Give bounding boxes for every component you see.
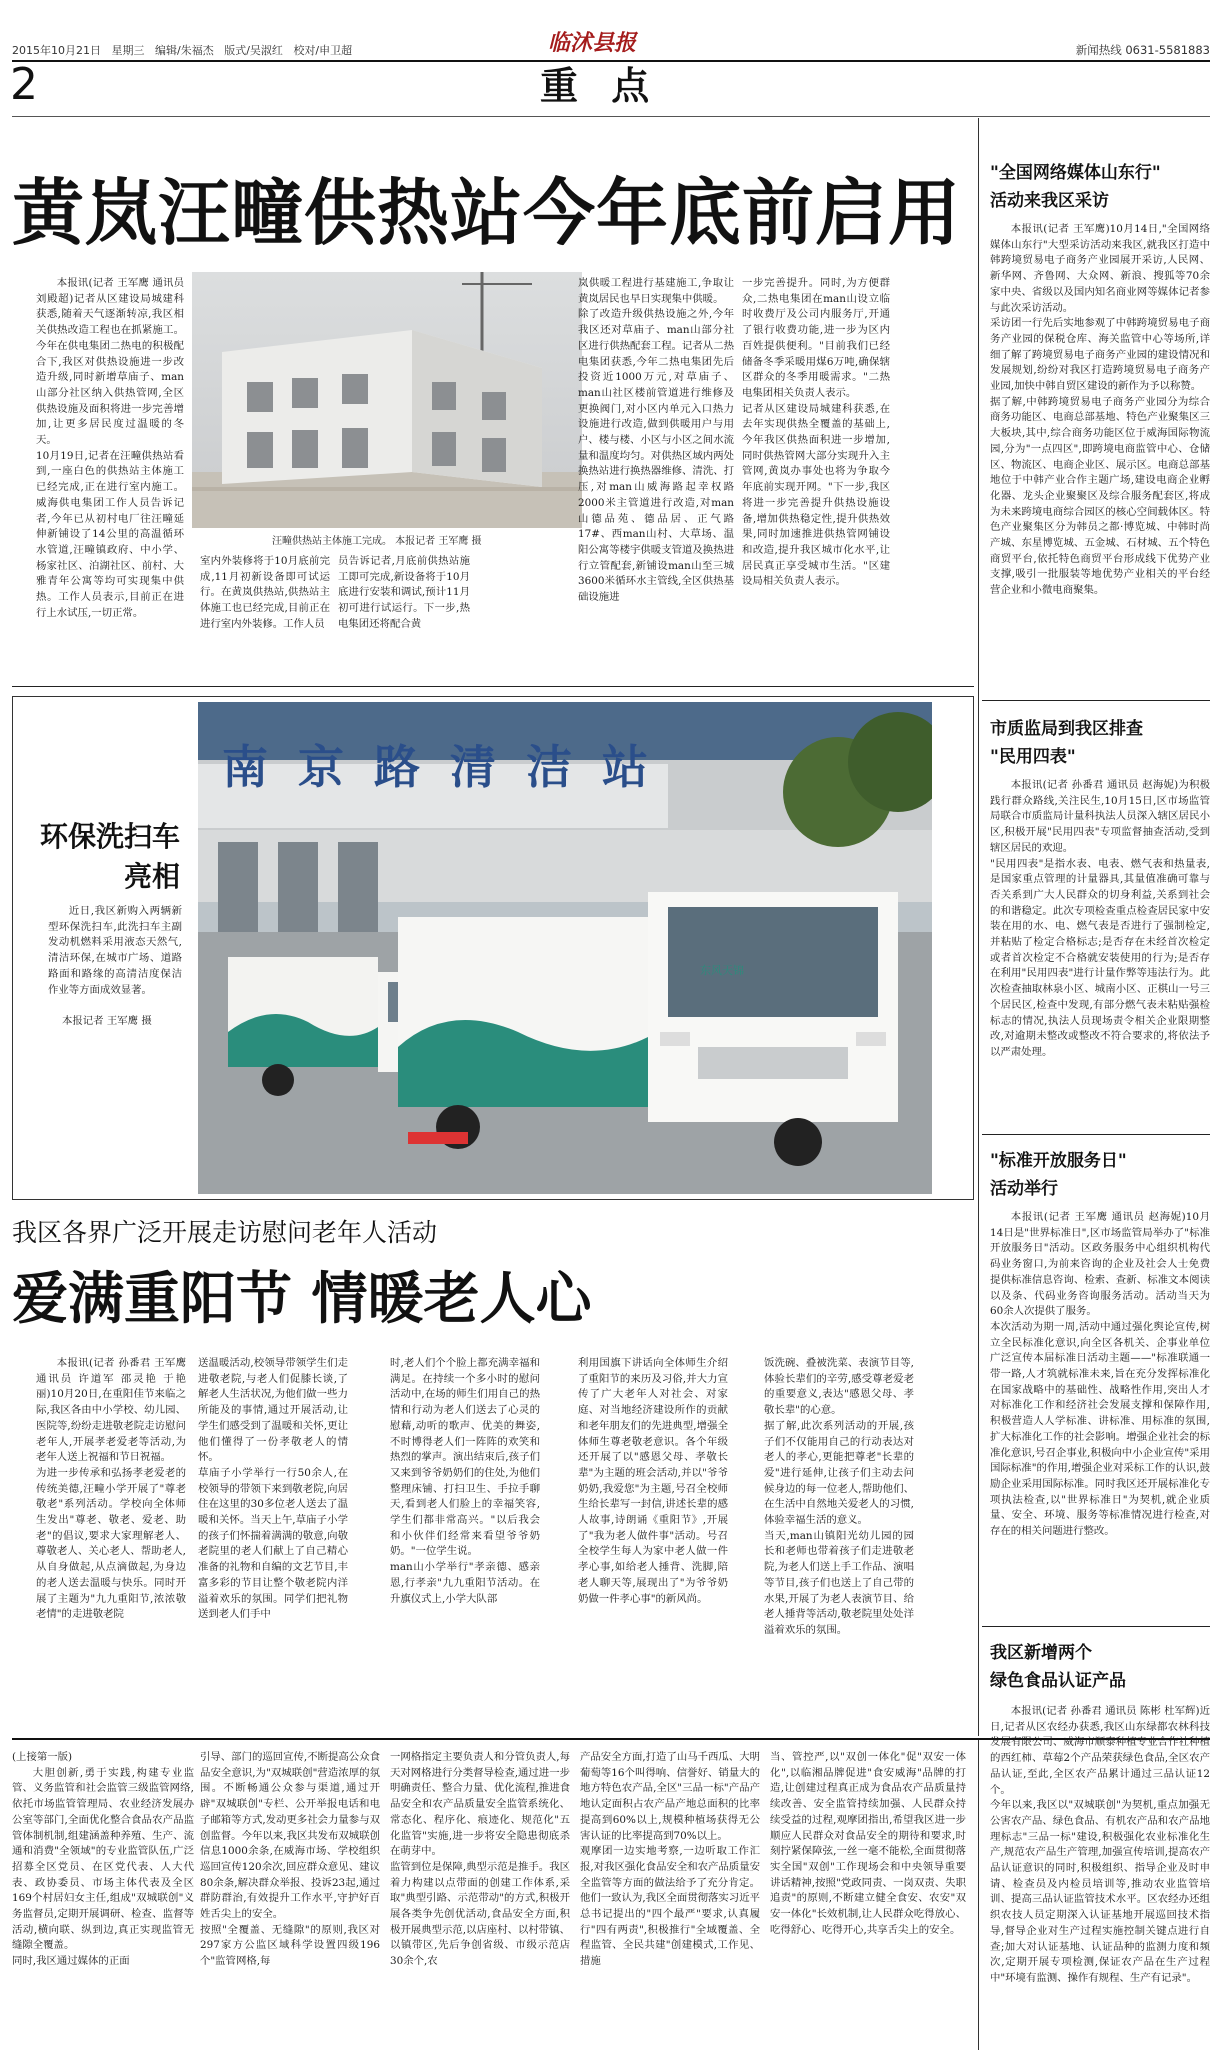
- feature-text-block: [48, 904, 182, 1012]
- bottom-col1: [12, 1750, 194, 2048]
- sidebar-s4-body: [990, 1704, 1210, 2048]
- news-hotline: 新闻热线 0631-5581883: [1075, 43, 1210, 57]
- feature-title-line2: 亮相: [123, 860, 180, 893]
- main-story-col2a: [200, 554, 330, 682]
- masthead-logo: 临沭县报: [548, 30, 637, 56]
- bottom-col3-text: 一网格指定主要负责人和分管负责人,每天对网格进行分类督导检查,通过进一步明确责任、整合力量、优化流程,推进食品安全和农产品质量安全监管系统化、常态化、程序化、痕迹化、规范化"五化监管"实施,进一步将安全隐患彻底杀在萌芽中。 监管到位是保障,典型示范是推手。我区着力构建以点带面的创建工作体系,采取"典型引路、示范带动"的方式,积极开展各类争先创优活动,食品安全方面,积极开展典型示范,以店座村、以村带镇、以镇带区,先后争创省级、市级示范店30余个,农: [390, 1751, 570, 1968]
- sidebar-s3-title-line2: 活动举行: [990, 1179, 1058, 1199]
- station-sign: 南京路清洁站: [222, 740, 678, 794]
- header-rule-2: [12, 116, 1210, 117]
- heating-photo-caption: 汪疃供热站主体施工完成。 本报记者 王军鹰 摄: [272, 536, 482, 547]
- main-story-col3: [578, 276, 734, 676]
- elder-col3-text: 时,老人们个个脸上都充满幸福和满足。在持续一个多小时的慰问活动中,在场的师生们用自己的热情和行动为老人们送去了心灵的慰藉,动听的歌声、优美的舞姿,不时博得老人们一阵阵的欢笑和热烈的掌声。演出结束后,孩子们又来到爷爷奶奶们的住处,为他们整理床铺、打扫卫生、手拉手聊天,看到老人们脸上的幸福笑容,学生们都非常高兴。"以后我会和小伙伴们经常来看望爷爷奶奶。"一位学生说。 man山小学举行"孝亲德、感亲恩,行孝亲"九九重阳节活动。在升旗仪式上,小学大队部: [390, 1357, 540, 1605]
- elder-col1-text: 本报讯(记者 孙番君 王军鹰 通讯员 许道军 邵灵艳 于艳丽)10月20日,在重阳佳节来临之际,我区各由中小学校、幼儿园、医院等,纷纷走进敬老院走访慰问老年人,开展孝老爱老等活动,为老年人送上祝福和节日祝福。 为进一步传承和弘扬孝老爱老的传统美德,汪疃小学开展了"尊老敬老"系列活动。学校向全体师生发出"尊老、敬老、爱老、助老"的倡议,要求大家理解老人、尊敬老人、关心老人、帮助老人,从自身做起,从点滴做起,为身边的老人送去温暖与快乐。同时开展了主题为"九九重阳节,浓浓敬老情"的走进敬老院: [36, 1357, 186, 1621]
- feature-title-line1: 环保洗扫车: [39, 820, 180, 853]
- sidebar-s4-title-line2: 绿色食品认证产品: [990, 1671, 1126, 1691]
- sidebar-s2-body: [990, 778, 1210, 1128]
- bottom-col1-text: 大胆创新,勇于实践,构建专业监管、义务监管和社会监管三级监管网络,依托市场监管管理局、农业经济发展办公室等部门,全面优化整合食品农产品监管体制机制,组建涵盖种养殖、生产、流通和消费"全领域"的专业监管队伍,广泛招募全区党员、在区党代表、人大代表、政协委员、市场主体代表及全区169个村居妇女主任,组成"双城联创"义务监督员,定期开展调研、检查、监督等活动,横向联、纵到边,真正实现监管无缝隙全覆盖。 同时,我区通过媒体的正面: [12, 1766, 194, 1968]
- main-story-col1: [36, 276, 184, 676]
- elder-col3: [390, 1356, 540, 1726]
- sidebar-divider: [978, 118, 979, 1736]
- elder-col4: [578, 1356, 728, 1726]
- issue-weekday: 星期三: [111, 44, 145, 57]
- bottom-col5: [770, 1750, 966, 2048]
- sidebar-s4-text: 本报讯(记者 孙番君 通讯员 陈彬 杜军辉)近日,记者从区农经办获悉,我区山东绿都农林科技发展有限公司、威海市顺泰种植专业合作社种植的西红柿、草莓2个产品荣获绿色食品,全区农产品认证,至此,全区农产品累计通过三品认证12个。 今年以来,我区以"双城联创"为契机,重点加强无公害农产品、绿色食品、有机农产品和农产品地理标志"三品一标"建设,积极强化农业标准化生产,规范农产品生产管理,加强宣传培训,提高农产品认证意识的同时,积极组织、指导企业及时申请、检查员及内检员培训等,推动农业监管培训、提高三品认证监管技术水平。区农经办还组织农技人员定期深入认证基地开展巡回技术指导,督导企业对生产过程实施控制关键点进行自查;加大对认证基地、认证品种的监测力度和频次,定期开展专项检测,保证农产品在生产过程中"环境有监测、操作有规程、生产有记录"。: [990, 1705, 1210, 1984]
- sidebar-s2-text: 本报讯(记者 孙番君 通讯员 赵海妮)为积极践行群众路线,关注民生,10月15日,区市场监管局联合市质监局计量科执法人员深入辖区居民小区,积极开展"民用四表"专项监督抽查活动,受到辖区居民的欢迎。 "民用四表"是指水表、电表、燃气表和热量表,是国家重点管理的计量器具,其量值准确可靠与否关系到广大人民群众的切身利益,关系到社会的和谐稳定。此次专项检查重点检查居民家中安装在用的水、电、燃气表是否进行了强制检定,并粘贴了检定合格标志;是否存在未经首次检定或者首次检定不合格就安装使用的行为;是否存在利用"民用四表"进行计量作弊等违法行为。此次检查抽取林泉小区、城南小区、正棋山一号三个居民区,检查中发现,有部分燃气表未粘贴强检标志的情况,执法人员现场责令相关企业限期整改,对逾期未整改或整改不符合要求的,将依法予以严肃处理。: [990, 779, 1210, 1058]
- sidebar-rule-1: [982, 700, 1210, 701]
- issue-date: 2015年10月21日: [12, 44, 101, 57]
- elder-headline: 爱满重阳节 情暖老人心: [12, 1266, 592, 1332]
- bottom-col4-text: 产品安全方面,打造了山马千西瓜、大明葡萄等16个叫得响、信誉好、销量大的地方特色农产品,全区"三品一标"产品产地认定面积占农产品产地总面积的比率提高到60%以上,规模种植场获得无公害认证的比率提高到70%以上。 观摩团一边实地考察,一边听取工作汇报,对我区强化食品安全和农产品质量安全监管等方面的做法给予了充分肯定。他们一致认为,我区全面贯彻落实习近平总书记提出的"四个最严"要求,认真履行"四有两责",积极推行"全域覆盖、全程监管、全民共建"创建模式,工作见、措施: [580, 1751, 760, 1968]
- sidebar-rule-3: [982, 1626, 1210, 1627]
- sidebar-s4-title-line1: 我区新增两个: [990, 1643, 1092, 1663]
- sidebar-s3-text: 本报讯(记者 王军鹰 通讯员 赵海妮)10月14日是"世界标准日",区市场监管局举办了"标准开放服务日"活动。区政务服务中心组织机构代码业务窗口,为前来咨询的企业及社会人士免费提供标准信息咨询、检索、查新、标准文本阅读以及条、代码业务咨询服务活动。活动当天为60余人次提供了服务。 本次活动为期一周,活动中通过强化舆论宣传,树立全民标准化意识,向全区各机关、企事业单位广泛宣传本届标准日活动主题——"标准联通一带一路,人才筑就标准未来,旨在充分发挥标准化在国家战略中的基础性、战略性作用,突出人才对标准化工作和经济社会发展支撑和保障作用,积极营造人人学标准、讲标准、用标准的氛围,扩大标准化工作的社会影响。增强企业社会的标准化意识,号召企事业,积极向中小企业宣传"采用国际标准"的作用,增强企业对采标工作的认识,鼓励企业采用国际标准。同时我区还开展标准化专项执法检查,以"世界标准日"为契机,就企业质量、安全、环境、服务等标准情况进行检查,对存在的相关问题进行整改。: [990, 1211, 1210, 1538]
- main-story-col2b: [338, 554, 470, 682]
- sidebar-s1-title-line2: 活动来我区采访: [990, 191, 1109, 211]
- proofreader-credit: 校对/申卫超: [293, 44, 353, 57]
- feature-credit: 本报记者 王军鹰 摄: [62, 1015, 152, 1027]
- sidebar-s2-title-line2: "民用四表": [990, 747, 1076, 767]
- main-story-bottom-rule: [12, 686, 974, 687]
- elder-col5: [764, 1356, 914, 1726]
- page-number: 2: [10, 59, 38, 110]
- feature-text: 近日,我区新购入两辆新型环保洗扫车,此洗扫车主副发动机燃料采用液态天然气,清洁环保,在城市广场、道路路面和路缘的高清洁度保洁作业等方面成效显著。: [48, 905, 182, 996]
- bottom-divider: [978, 1740, 979, 2050]
- elder-col5-text: 饭洗碗、叠被洗菜、表演节目等,体验长辈们的辛劳,感受尊老爱老的重要意义,表达"感恩父母、孝敬长辈"的心意。 据了解,此次系列活动的开展,孩子们不仅能用自己的行动表达对老人的孝心,更能把尊老"长辈的爱"进行延伸,让孩子们主动去问候身边的每一位老人,帮助他们、在生活中自然地关爱老人的习惯,体验幸福生活的意义。 当天,man山镇阳光幼儿园的园长和老师也带着孩子们走进敬老院,为老人们送上手工作品、演唱等节目,孩子们也送上了自己带的水果,开展了为老人表演节目、给老人捶背等活动,敬老院里处处洋溢着欢乐的氛围。: [764, 1357, 914, 1636]
- main-story-col3-text: 岚供暖工程进行基建施工,争取让黄岚居民也早日实现集中供暖。 除了改造升级供热设施之外,今年我区还对草庙子、man山部分社区进行供热配套工程。记者从二热电集团获悉,今年二热电集团先后投资近1000万元,对草庙子、man山社区楼前管道进行维修及更换阀门,对小区内单元入口热力设施进行改造,做到供暖用户与用户、楼与楼、小区与小区之间水流量和温度均匀。对供热区域内两处换热站进行换热器维修、清洗、打压,对man山威海路起幸权路2000米主管道进行改造,对man山德品苑、德品居、正气路17#、西man山村、大草场、温阳公寓等楼宇供暖支管道及换热进行立管配套,新铺设man山至三城3600米循环水主管线,全区供热基础设施进: [578, 277, 734, 604]
- section-title: 重 点: [540, 64, 660, 108]
- header-meta: [12, 42, 432, 58]
- designer-credit: 版式/吴淑红: [224, 44, 283, 57]
- elder-col2: [198, 1356, 348, 1726]
- editor-credit: 编辑/朱福杰: [155, 44, 214, 57]
- heating-station-photo: [192, 272, 582, 528]
- sidebar-s3-body: [990, 1210, 1210, 1620]
- main-story-col2b-text: 员告诉记者,月底前供热站施工即可完成,新设备将于10月底进行安装和调试,预计11月初可进行试运行。下一步,热电集团还将配合黄: [338, 555, 470, 630]
- elder-col2-text: 送温暖活动,校领导带领学生们走进敬老院,与老人们促膝长谈,了解老人生活状况,为他们做一些力所能及的事情,通过开展活动,让学生们感受到了温暖和关怀,更让他们懂得了一份孝敬老人的情怀。 草庙子小学举行一行50余人,在校领导的带领下来到敬老院,向居住在这里的30多位老人送去了温暖和关怀。当天上午,草庙子小学的孩子们怀揣着满满的敬意,向敬老院里的老人们献上了自己精心准备的礼物和自编的文艺节目,丰富多彩的节目让整个敬老院内洋溢着欢乐的氛围。同学们把礼物送到老人们手中: [198, 1357, 348, 1621]
- continuation-marker: (上接第一版): [12, 1751, 73, 1763]
- sidebar-s1-text: 本报讯(记者 王军鹰)10月14日,"全国网络媒体山东行"大型采访活动来我区,就我区打造中韩跨境贸易电子商务产业园展开采访,人民网、新华网、齐鲁网、大众网、新浪、搜狐等70余家中央、省级以及国内知名商业网等媒体记者参与此次采访活动。 采访团一行先后实地参观了中韩跨境贸易电子商务产业园的保税仓库、海关监管中心等场所,详细了解了跨境贸易电子商务产业园的建设情况和发展规划,纷纷对我区打造跨境贸易电子商务产业园,加快中韩自贸区建设的新作为予以称赞。 据了解,中韩跨境贸易电子商务产业园分为综合商务功能区、电商总部基地、特色产业聚集区三大板块,其中,综合商务功能区位于威海国际物流园,分为"一点四区",即跨境电商监管中心、仓储区、物流区、电商企业区、展示区。电商总部基地位于中韩产业合作主题广场,建设电商企业孵化器、龙头企业聚聚区及综合服务配套区,将成为未来跨境电商综合园区的核心空间载体区。特色产业聚集区分为韩员之都·博览城、中韩时尚产城、东星博览城、五金城、石材城、五个特色商贸平台,依托特色商贸平台形成线下优势产业支撑,吸引一批服装等地优势产业相关的平台经营企业和小微电商聚集。: [990, 223, 1210, 597]
- sidebar-s1-title-line1: "全国网络媒体山东行": [990, 163, 1161, 183]
- main-story-col4: [742, 276, 890, 676]
- sidebar-rule-2: [982, 1134, 1210, 1135]
- elder-col1: [36, 1356, 186, 1726]
- main-headline: 黄岚汪疃供热站今年底前启用: [12, 170, 962, 255]
- sidebar-s2-title-line1: 市质监局到我区排查: [990, 719, 1143, 739]
- elder-col4-text: 利用国旗下讲话向全体师生介绍了重阳节的来历及习俗,并大力宣传了广大老年人对社会、对家庭、对当地经济建设所作的贡献和老年朋友们的先进典型,增强全体师生尊老敬老意识。各个年级还开展了以"感恩父母、孝敬长辈"为主题的班会活动,并以"爷爷奶奶,我爱您"为主题,号召全校师生给长辈写一封信,讲述长辈的感人故事,诗朗诵《重阳节》,开展了"我为老人做件事"活动。号召全校学生每人为家中老人做一件孝心事,如给老人捶背、洗脚,陪老人聊天等,展现出了"为爷爷奶奶做一件孝心事"的新风尚。: [578, 1357, 728, 1605]
- elder-kicker: 我区各界广泛开展走访慰问老年人活动: [12, 1218, 438, 1247]
- bottom-col2-text: 引导、部门的巡回宣传,不断提高公众食品安全意识,为"双城联创"营造浓厚的氛围。不断畅通公众参与渠道,通过开辟"双城联创"专栏、公开举报电话和电子邮箱等方式,发动更多社会力量参与双创监督。今年以来,我区共发布双城联创信息1000余条,在威海市场、学校组织巡回宣传120余次,回应群众意见、建议80余条,解决群众举报、投诉23起,通过群防群治,有效提升工作水平,守护好百姓舌尖上的安全。 按照"全覆盖、无缝隙"的原则,我区对297家方公监区域科学设置四级196个"监管网格,每: [200, 1751, 380, 1968]
- main-story-col1-text: 本报讯(记者 王军鹰 通讯员 刘殿超)记者从区建设局城建科获悉,随着天气逐渐转凉,我区相关供热改造工程也在抓紧施工。今年在供电集团二热电的积极配合下,我区对供热设施进一步改造升级,同时新增草庙子、man山部分社区纳入供热管网,全区供热设施及面积将进一步完善增加,让更多居民度过温暖的冬天。 10月19日,记者在汪疃供热站看到,一座白色的供热站主体施工已经完成,正在进行室内施工。威海供电集团工作人员告诉记者,今年已从初村电厂往汪疃延伸新铺设了14公里的高温循环水管道,汪疃镇政府、中小学、杨家社区、泊湖社区、前村、大雅青年公寓等均可实现集中供热。工作人员表示,目前正在进行上水试压,一切正常。: [36, 277, 184, 619]
- main-story-col2a-text: 室内外装修将于10月底前完成,11月初新设备即可试运行。在黄岚供热站,供热站主体施工也已经完成,目前正在进行室内外装修。工作人员: [200, 555, 330, 630]
- main-story-col4-text: 一步完善提升。同时,为方便群众,二热电集团在man山设立临时收费厅及公司内服务厅,开通了银行收费功能,进一步为区内百姓提供便利。"目前我们已经储备冬季采暖用煤6万吨,确保辖区群众的冬季用暖需求。"二热电集团相关负责人表示。 记者从区建设局城建科获悉,在去年实现供热全覆盖的基础上,今年我区供热面积进一步增加,同时供热管网大部分实现升入主管网,黄岚办事处也将为争取今年底前实现开网。"下一步,我区将进一步完善提升供热设施设备,增加供热稳定性,提升供热效果,同时加速推进供热管网铺设和改造,提升我区城市化水平,让居民真正享受城市生活。"区建设局相关负责人表示。: [742, 277, 890, 588]
- sidebar-s1-body: [990, 222, 1210, 692]
- bottom-col2: [200, 1750, 380, 2048]
- sidebar-s3-title-line1: "标准开放服务日": [990, 1151, 1127, 1171]
- bottom-col4: [580, 1750, 760, 2048]
- truck-brand-label: 东风天锦: [700, 964, 744, 977]
- bottom-col5-text: 当、管控严,以"双创一体化"促"双安一体化",以临湘品牌促进"食安威海"品牌的打造,让创建过程真正成为食品农产品质量持续改善、安全监管持续加强、人民群众持续受益的过程,观摩团指出,希望我区进一步顺应人民群众对食品安全的期待和要求,时刻拧紧保障弦,一丝一毫不能松,全面贯彻落实全国"双创"工作现场会和中央领导重要讲话精神,按照"党政同责、一岗双责、失职追责"的原则,不断建立健全食安、农安"双安一体化"长效机制,让人民群众吃得放心、吃得舒心、吃得开心,共享舌尖上的安全。: [770, 1751, 966, 1936]
- bottom-col3: [390, 1750, 570, 2048]
